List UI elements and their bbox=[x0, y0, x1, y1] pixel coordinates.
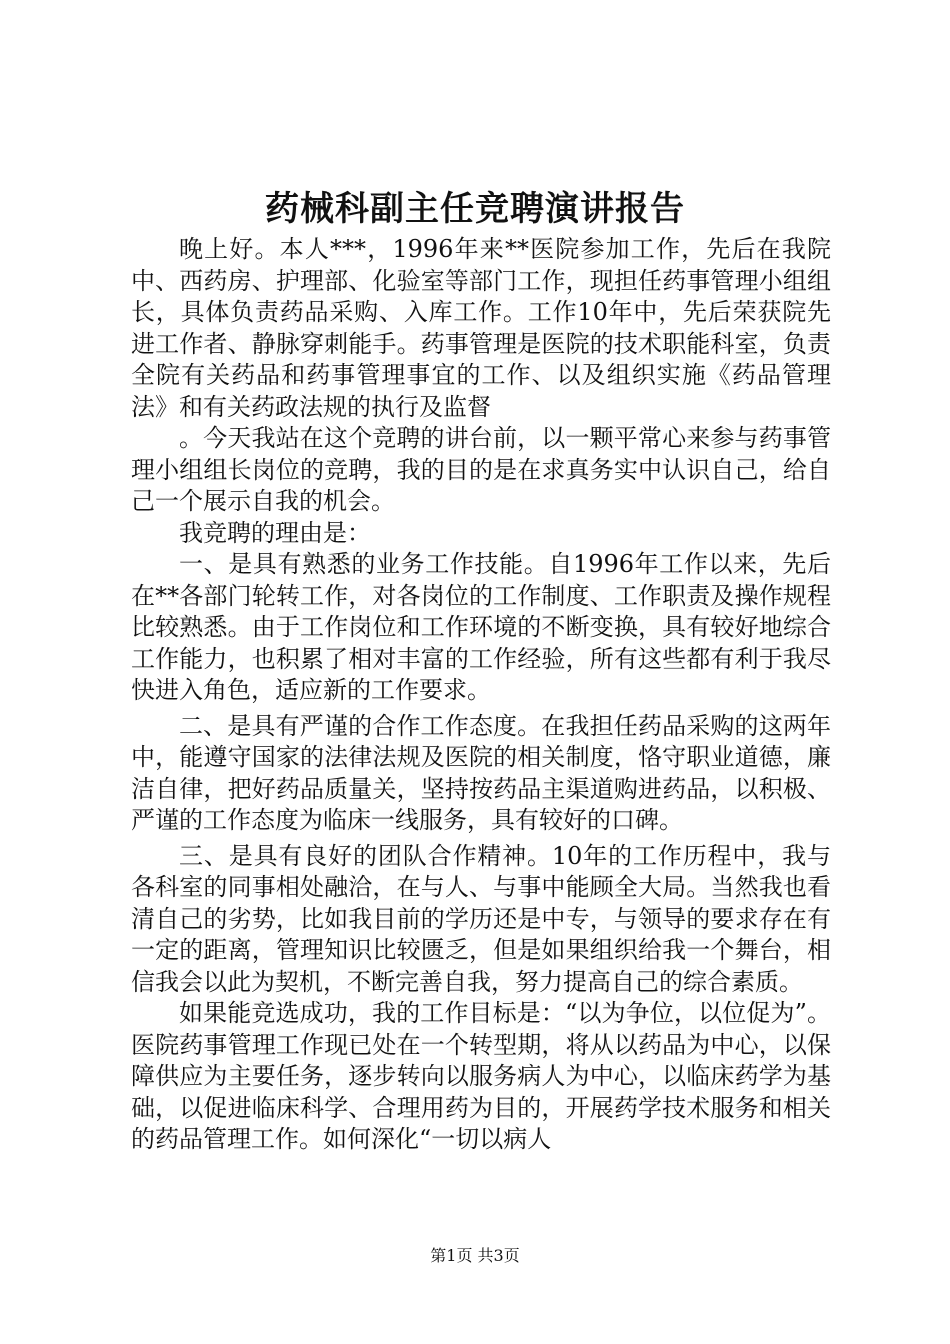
paragraph-reasons-heading: 我竞聘的理由是： bbox=[179, 518, 371, 547]
paragraph-reason-two: 二、是具有严谨的合作工作态度。在我担任药品采购的这两年中，能遵守国家的法律法规及医院的相关制度，恪守职业道德，廉洁自律，把好药品质量关，坚持按药品主渠道购进药品，以积极、严谨的工作态度为临床一线服务，具有较好的口碑。 bbox=[131, 711, 831, 834]
paragraph-intro: 晚上好。本人***，1996年来**医院参加工作，先后在我院中、西药房、护理部、化验室等部门工作，现担任药事管理小组组长，具体负责药品采购、入库工作。工作10年中，先后荣获院先进工作者、静脉穿刺能手。药事管理是医院的技术职能科室，负责全院有关药品和药事管理事宜的工作、以及组织实施《药品管理法》和有关药政法规的执行及监督 bbox=[131, 235, 831, 421]
page-footer: 第1页 共3页 bbox=[430, 1246, 520, 1265]
paragraph-purpose: 。今天我站在这个竞聘的讲台前，以一颗平常心来参与药事管理小组组长岗位的竞聘，我的目的是在求真务实中认识自己，给自己一个展示自我的机会。 bbox=[131, 424, 831, 515]
document-title: 药械科副主任竞聘演讲报告 bbox=[265, 189, 685, 229]
paragraph-goals: 如果能竞选成功，我的工作目标是：“以为争位，以位促为”。医院药事管理工作现已处在一个转型期，将从以药品为中心，以保障供应为主要任务，逐步转向以服务病人为中心，以临床药学为基础，以促进临床科学、合理用药为目的，开展药学技术服务和相关的药品管理工作。如何深化“一切以病人 bbox=[131, 999, 831, 1153]
paragraph-reason-three: 三、是具有良好的团队合作精神。10年的工作历程中，我与各科室的同事相处融洽，在与人、与事中能顾全大局。当然我也看清自己的劣势，比如我目前的学历还是中专，与领导的要求存在有一定的距离，管理知识比较匮乏，但是如果组织给我一个舞台，相信我会以此为契机，不断完善自我，努力提高自己的综合素质。 bbox=[131, 841, 831, 996]
paragraph-reason-one: 一、是具有熟悉的业务工作技能。自1996年工作以来，先后在**各部门轮转工作，对各岗位的工作制度、工作职责及操作规程比较熟悉。由于工作岗位和工作环境的不断变换，具有较好地综合工作能力，也积累了相对丰富的工作经验，所有这些都有利于我尽快进入角色，适应新的工作要求。 bbox=[131, 550, 831, 704]
document-body bbox=[131, 234, 831, 1156]
